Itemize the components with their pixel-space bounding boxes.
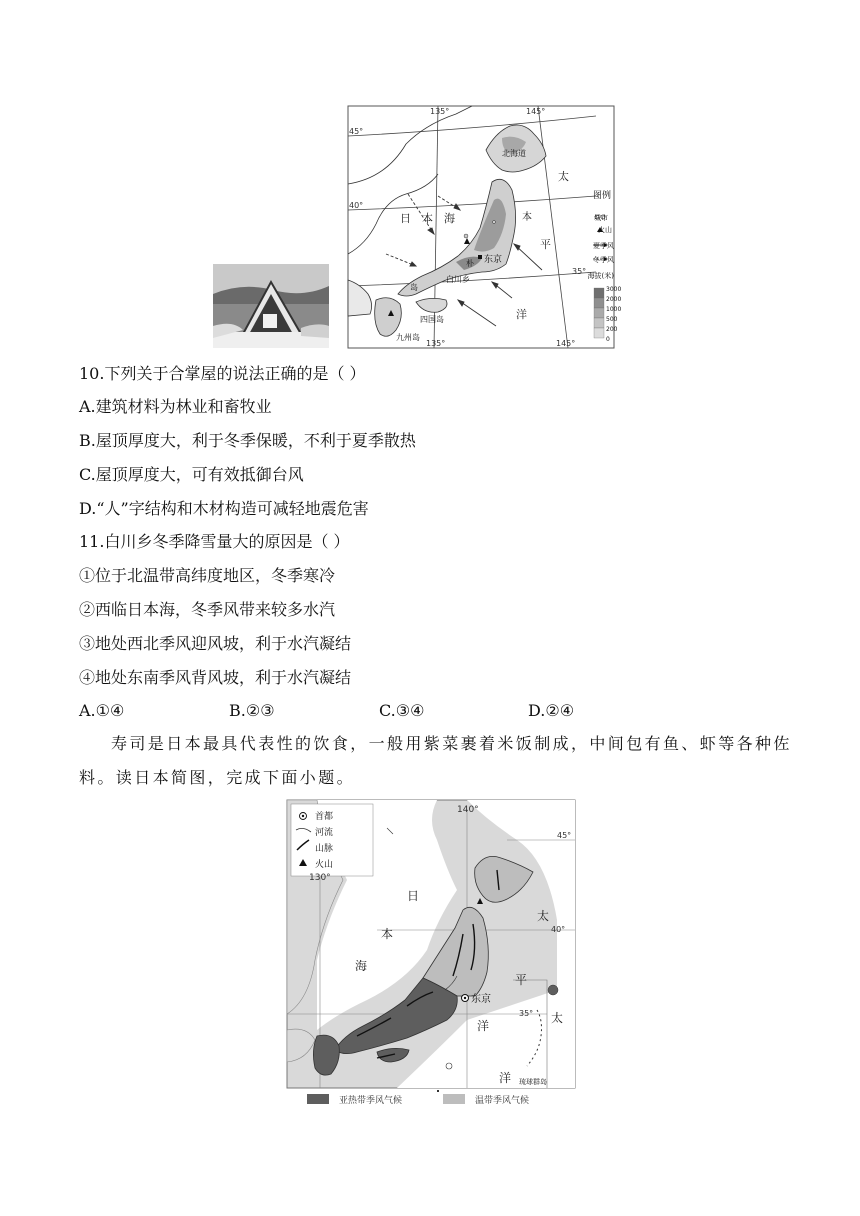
gassho-house-image <box>213 264 329 348</box>
honshu-char-label: 岛 <box>410 283 418 292</box>
lat-label-40-m2: 40° <box>551 925 566 934</box>
legend-winter-wind: 冬季风 <box>593 256 614 264</box>
japan-climate-map <box>287 800 575 1110</box>
elev-label-2000: 2000 <box>606 296 622 303</box>
legend-mountain: 山脉 <box>315 844 334 854</box>
q11-option-b: B.②③ <box>229 701 275 720</box>
lon-label-145-bottom: 145° <box>556 339 576 348</box>
ocean-small-char: 本 <box>522 212 532 223</box>
lon-label-145-top: 145° <box>526 107 546 116</box>
temperate-swatch <box>443 1094 465 1104</box>
tokyo-marker <box>478 255 482 259</box>
legend-river: 河流 <box>315 828 334 838</box>
legend-elev-title: 海拔(米) <box>587 272 614 280</box>
q11-statement-4: ④地处东南季风背风坡，利于水汽凝结 <box>79 668 352 687</box>
legend-temperate: 温带季风气候 <box>475 1096 530 1106</box>
japan-topographic-map <box>346 104 622 350</box>
q11-option-a: A.①④ <box>79 701 125 720</box>
lon-label-135-top: 135° <box>430 107 450 116</box>
intro-line-2: 料。读日本简图，完成下面小题。 <box>79 768 356 787</box>
ocean-char-3: 洋 <box>516 308 527 321</box>
shirakawa-label: 白川乡 <box>446 275 470 284</box>
kanazawa-label: 朴 <box>466 259 474 268</box>
lon-label-140: 140° <box>457 805 479 815</box>
elev-swatch-200 <box>594 328 604 338</box>
q11-option-c: C.③④ <box>379 701 425 720</box>
lon-label-130: 130° <box>309 873 331 883</box>
sea-char-3: 海 <box>444 212 455 225</box>
elev-label-200: 200 <box>606 326 618 333</box>
q10-option-b: B.屋顶厚度大，利于冬季保暖，不利于夏季散热 <box>79 431 416 450</box>
legend-summer-wind: 夏季风 <box>593 242 614 250</box>
lat-label-45: 45° <box>349 127 364 136</box>
shikoku-label: 四国岛 <box>420 315 444 324</box>
elev-label-1000: 1000 <box>606 306 622 313</box>
q11-statement-3: ③地处西北季风迎风坡，利于水汽凝结 <box>79 634 352 653</box>
lat-label-35-m2: 35° <box>519 1009 534 1018</box>
legend-subtropical: 亚热带季风气候 <box>339 1096 403 1106</box>
m2-ocean-char-2: 平 <box>515 973 528 987</box>
m2-sea-char-3: 海 <box>355 959 368 973</box>
legend-volcano: 火山 <box>598 226 612 234</box>
elev-swatch-1000 <box>594 308 604 318</box>
legend-capital: 首都 <box>315 812 334 822</box>
elev-label-3000: 3000 <box>606 286 622 293</box>
elev-swatch-2000 <box>594 298 604 308</box>
subtropical-swatch <box>307 1094 329 1104</box>
legend-city: 城市 <box>594 214 608 222</box>
elev-swatch-3000 <box>594 288 604 298</box>
elev-label-0: 0 <box>606 336 610 343</box>
m2-ocean-char-3: 洋 <box>477 1019 490 1033</box>
q10-option-c: C.屋顶厚度大，可有效抵御台风 <box>79 465 304 484</box>
sea-char-1: 日 <box>400 212 411 225</box>
lat-label-45-m2: 45° <box>557 831 572 840</box>
lon-label-135-bottom: 135° <box>426 339 446 348</box>
m2-ocean-char-4: 太 <box>551 1011 564 1025</box>
q10-option-a: A.建筑材料为林业和畜牧业 <box>79 397 272 416</box>
legend-volcano-2: 火山 <box>315 860 334 870</box>
elev-label-500: 500 <box>606 316 618 323</box>
legend-title: 图例 <box>592 191 612 201</box>
q10-option-d: D.“人”字结构和木材构造可减轻地震危害 <box>79 499 369 518</box>
ryukyu-label: 琉球群岛 <box>519 1078 547 1086</box>
house-photo <box>213 264 329 348</box>
q10-stem: 10.下列关于合掌屋的说法正确的是（ ） <box>79 364 366 383</box>
m2-sea-char-1: 日 <box>407 889 420 903</box>
q11-stem: 11.白川乡冬季降雪量大的原因是（ ） <box>79 532 350 551</box>
m2-sea-char-2: 本 <box>381 927 394 941</box>
q11-statement-2: ②西临日本海，冬季风带来较多水汽 <box>79 600 336 619</box>
tokyo-label: 东京 <box>484 255 503 265</box>
tokyo-label-2: 东京 <box>471 994 491 1005</box>
m2-ocean-char-1: 太 <box>537 909 550 923</box>
lat-label-40: 40° <box>349 201 364 210</box>
ocean-char-2: 平 <box>540 238 551 251</box>
q11-statement-1: ①位于北温带高纬度地区，冬季寒冷 <box>79 566 336 585</box>
m2-ocean-extra: 洋 <box>499 1071 512 1085</box>
sea-char-2: 本 <box>422 212 433 225</box>
elev-swatch-500 <box>594 318 604 328</box>
intro-line-1: 寿司是日本最具代表性的饮食，一般用紫菜裹着米饭制成，中间包有鱼、虾等各种佐 <box>111 734 792 753</box>
q11-option-d: D.②④ <box>528 701 575 720</box>
lat-label-35: 35° <box>572 267 587 276</box>
ocean-char-1: 太 <box>558 170 569 183</box>
kyushu-label: 九州岛 <box>396 333 420 342</box>
hokkaido-label: 北海道 <box>502 149 526 158</box>
